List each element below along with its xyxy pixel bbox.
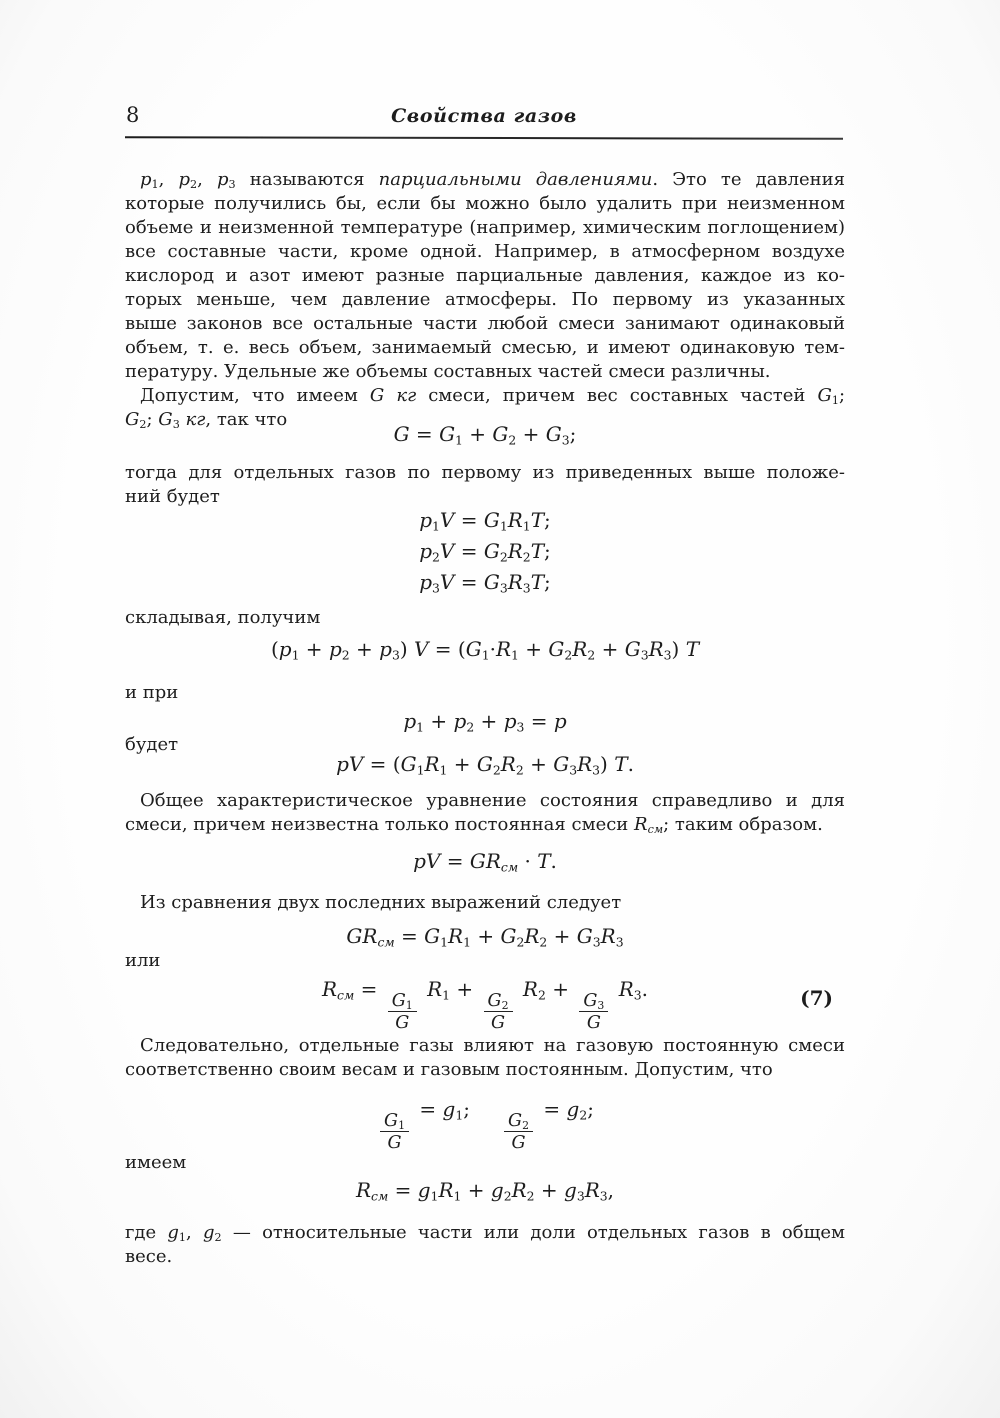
equation-total-weight: $G = G_1 + G_2 + G_3$;	[393, 422, 577, 448]
equation-R-weighted: $R_{см} = g_1R_1 + g_2R_2 + g_3R_3$,	[355, 1178, 615, 1204]
text-will-be: будет	[125, 734, 179, 755]
text-line: торых меньше, чем давление атмосферы. По первому из указанных	[125, 289, 845, 310]
text-line: объем, т. е. весь объем, занимаемый смесью, и имеют одинаковую тем-	[125, 337, 845, 358]
header-rule	[125, 136, 843, 140]
text-line: ний будет	[125, 486, 220, 507]
text-line: кислород и азот имеют разные парциальные давления, каждое из ко-	[125, 265, 845, 286]
equation-p3: $p_3V = G_3R_3T$;	[419, 570, 551, 596]
equation-combined: $(p_1 + p_2 + p_3) V = (G_1\cdot R_1 + G_2R_2 + G_3R_3)$ T	[270, 637, 700, 663]
equation-g-fractions: $\frac{G_1}{G}$ = $g_1$; $\frac{G_2}{G}$ = $g_2$;	[125, 1086, 845, 1153]
text-or: или	[125, 950, 161, 971]
text-line: $G_2$; $G_3$ кг, так что	[125, 409, 288, 432]
equation-7-formula: $R_{см}$ = $\frac{G_1}{G}$ $R_1$ + $\frac{G_2}{G}$ $R_2$ + $\frac{G_3}{G}$ $R_3$.	[321, 977, 649, 1033]
equation-pv-mixture: pV = $GR_{см} \cdot T$.	[413, 849, 557, 875]
text-line: Допустим, что имеем G кг смеси, причем вес составных частей $G_1$;	[140, 385, 846, 408]
text-line: $p_1$, $p_2$, $p_3$ называются парциальными давлениями. Это те давления	[140, 169, 846, 192]
text-line: объеме и неизменной температуре (например, химическим поглощением)	[125, 217, 845, 238]
paragraph-where-g	[125, 1221, 845, 1269]
paragraph-consequently	[125, 1034, 845, 1082]
text-line: весе.	[125, 1246, 173, 1267]
paragraph-partial-pressures	[125, 168, 845, 384]
running-title: Свойства газов	[391, 105, 577, 127]
equation-7-number: (7)	[800, 986, 833, 1010]
equation-7	[125, 966, 845, 1033]
text-line: выше законов все остальные части любой смеси занимают одинаковый	[125, 313, 845, 334]
text-line: пературу. Удельные же объемы составных частей смеси различны.	[125, 361, 771, 382]
text-line: Следовательно, отдельные газы влияют на газовую постоянную смеси	[140, 1035, 845, 1056]
equation-p2: $p_2V = G_2R_2T$;	[419, 539, 551, 565]
equation-pressure-sum: $p_1 + p_2 + p_3 = p$	[403, 709, 567, 735]
text-line: все составные части, кроме одной. Например, в атмосферном воздухе	[125, 241, 845, 262]
text-line: где $g_1$, $g_2$ — относительные части или доли отдельных газов в общем	[125, 1222, 845, 1245]
paragraph-general-equation	[125, 789, 845, 837]
text-line: соответственно своим весам и газовым постоянным. Допустим, что	[125, 1059, 773, 1080]
equation-GR-mixture: $GR_{см} = G_1R_1 + G_2R_2 + G_3R_3$	[346, 924, 624, 950]
text-line: Из сравнения двух последних выражений следует	[140, 892, 622, 913]
equation-partial-state	[125, 505, 845, 598]
text-adding-up: складывая, получим	[125, 607, 321, 628]
text-and-at: и при	[125, 682, 179, 703]
text-have: имеем	[125, 1152, 187, 1173]
equation-p1: $p_1V = G_1R_1T$;	[419, 508, 551, 534]
text-line: Общее характеристическое уравнение состояния справедливо и для	[140, 790, 845, 811]
equation-pv-sum: pV = $(G_1R_1 + G_2R_2 + G_3R_3)$ T.	[336, 752, 634, 778]
page-number: 8	[126, 103, 140, 127]
text-line: которые получились бы, если бы можно было удалить при неизменном	[125, 193, 845, 214]
text-line: тогда для отдельных газов по первому из приведенных выше положе-	[125, 462, 845, 483]
paragraph-then-for-gases	[125, 461, 845, 509]
text-line: смеси, причем неизвестна только постоянная смеси $R_{см}$; таким образом.	[125, 814, 823, 837]
paragraph-comparison	[125, 891, 845, 915]
